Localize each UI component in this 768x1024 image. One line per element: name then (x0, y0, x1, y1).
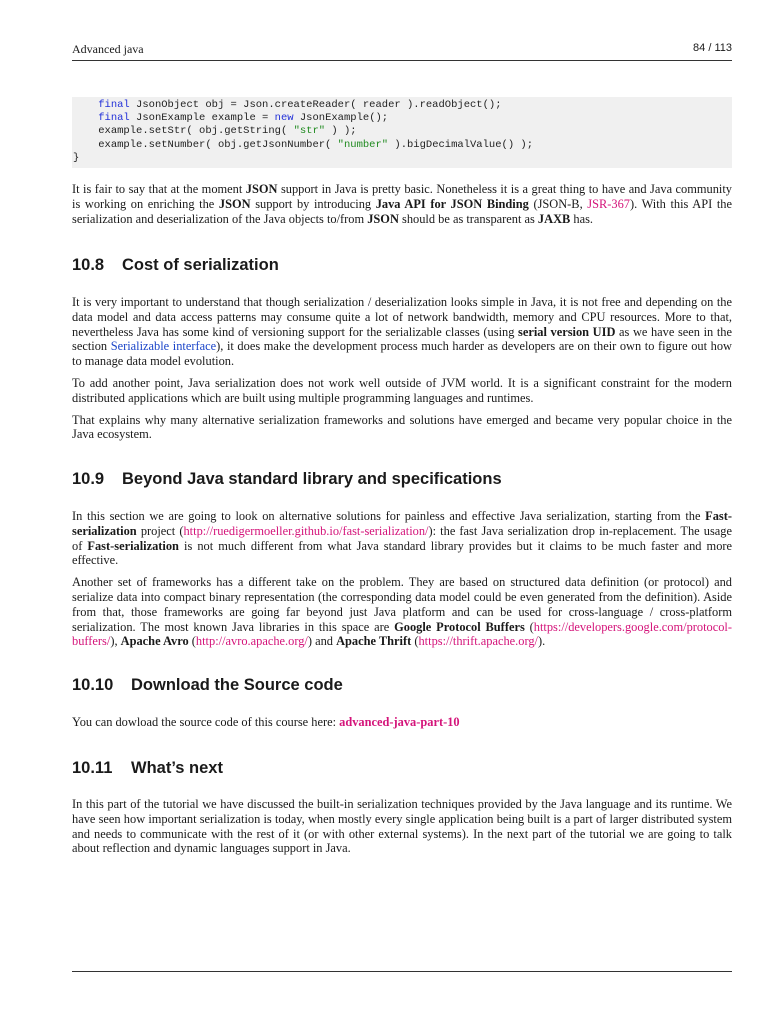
paragraph: In this section we are going to look on alternative solutions for painless and effective Java serialization, starting from the Fast-serialization project (http://ruedigermoeller.github.io/fast-serialization/): the fast Java serialization drop in-replacement. The usage of Fast-serialization is not much different from what Java standard library provides but it claims to be much faster and more effective. (72, 509, 733, 568)
section-heading-10-10: 10.10 Download the Source code (72, 676, 343, 694)
code-line (72, 99, 732, 112)
code-line: } (73, 151, 80, 164)
running-header (72, 42, 732, 57)
code-line (72, 112, 732, 125)
code-string: "number" (337, 138, 389, 151)
code-keyword: new (274, 112, 294, 125)
fast-serialization-link[interactable]: http://ruedigermoeller.github.io/fast-serialization/ (183, 523, 429, 538)
section-10-8-body (72, 295, 732, 449)
thrift-link[interactable]: https://thrift.apache.org/ (418, 634, 539, 649)
code-text: JsonExample(); (293, 112, 389, 125)
section-heading-10-9: 10.9 Beyond Java standard library and specifications (72, 470, 502, 488)
section-10-10-body (72, 715, 732, 737)
paragraph: That explains why many alternative serialization frameworks and solutions have emerged and became very popular choice in the Java ecosystem. (72, 412, 732, 442)
header-rule (72, 60, 732, 61)
code-text: JsonExample example = (129, 112, 275, 125)
paragraph: In this part of the tutorial we have discussed the built-in serialization techniques provided by the Java language and its runtime. We have seen how important serialization is today, when mostly every single application being built is a part of larger distributed system and needs to communicate with the rest of it (or with other external systems). In the next part of the tutorial we are going to talk about reflection and dynamic languages support in Java. (72, 797, 732, 856)
download-source-link[interactable]: advanced-java-part-10 (339, 715, 460, 729)
section-heading-10-8: 10.8 Cost of serialization (72, 256, 279, 274)
footer-rule (72, 971, 732, 972)
protocol-buffers-link[interactable]: https://developers.google.com/protocol-buffers/ (72, 619, 732, 649)
code-text: ).bigDecimalValue() ); (388, 138, 534, 151)
code-keyword: final (98, 112, 130, 125)
section-10-9-body (72, 509, 732, 656)
code-text: JsonObject obj = Json.createReader( reader ).readObject(); (129, 99, 502, 111)
intro-paragraph: It is fair to say that at the moment JSON support in Java is pretty basic. Nonetheless it is a great thing to have and Java community is working on enriching the JSON support by introducing Java API for JSON Binding (JSON-B, JSR-367). With this API the serialization and deserialization of the Java objects to/from JSON should be as transparent as JAXB has. (72, 182, 732, 226)
code-text: example.setNumber( obj.getJsonNumber( (98, 138, 338, 151)
code-text: example.setStr( obj.getString( (98, 125, 294, 138)
document-page (72, 0, 732, 1024)
serializable-interface-link[interactable]: Serializable interface (110, 339, 217, 354)
code-string: "str" (293, 125, 326, 138)
paragraph: It is very important to understand that though serialization / deserialization looks simple in Java, it is not free and depending on the data model and data access patterns may consume quite a lot of network bandwidth, memory and CPU resources. More to that, nevertheless Java has some kind of versioning support for the serializable classes (using serial version UID as we have seen in the section Serializable interface), it does make the development process much harder as developers are on their own to figure out how to manage data model evolution. (72, 295, 732, 369)
paragraph: Another set of frameworks has a different take on the problem. They are based on structured data definition (or protocol) and serialize data into compact binary representation (the corresponding data model could be even generated from the definition). Aside from that, those frameworks are going far beyond just Java platform and can be used for cross-language / cross-platform serialization. The most known Java libraries in this space are Google Protocol Buffers (https://developers.google.com/protocol-buffers/), Apache Avro (http://avro.apache.org/) and Apache Thrift (https://thrift.apache.org/). (72, 575, 732, 649)
document-title: Advanced java (72, 42, 144, 56)
paragraph: To add another point, Java serialization does not work well outside of JVM world. It is a significant constraint for the modern distributed applications which are built using multiple programming languages and runtimes. (72, 375, 732, 405)
avro-link[interactable]: http://avro.apache.org/ (195, 634, 308, 649)
page-number: 84 / 113 (693, 42, 732, 54)
code-text: ) ); (325, 125, 357, 138)
code-block (72, 97, 732, 168)
jsr-367-link[interactable]: JSR-367 (587, 196, 630, 211)
code-line (72, 139, 732, 152)
section-heading-10-11: 10.11 What’s next (72, 759, 223, 777)
section-10-11-body (72, 797, 732, 863)
code-line (72, 125, 732, 138)
code-keyword: final (98, 99, 130, 111)
paragraph: You can dowload the source code of this course here: advanced-java-part-10 (72, 715, 460, 729)
